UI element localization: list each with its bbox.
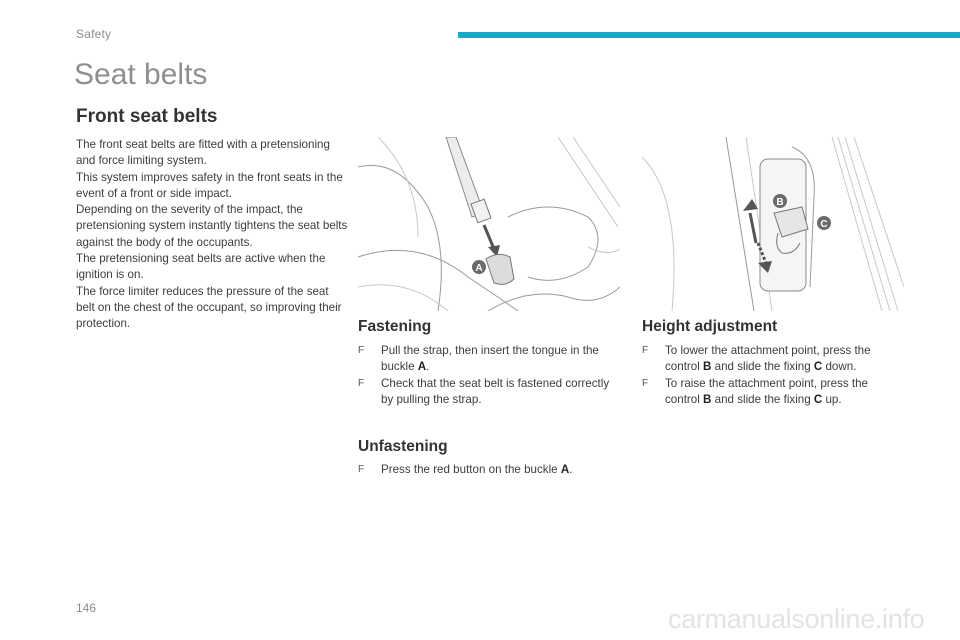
unfastening-heading: Unfastening	[358, 438, 448, 455]
step-key: C	[813, 392, 823, 406]
watermark: carmanualsonline.info	[668, 604, 925, 634]
step-text: Check that the seat belt is fastened correctly by pulling the strap.	[381, 376, 610, 406]
fastening-steps	[358, 343, 620, 408]
step-text-mid: and slide the fixing	[711, 392, 814, 406]
step-text: Pull the strap, then insert the tongue in the buckle	[381, 344, 599, 374]
step-text-end: down.	[822, 360, 857, 374]
list-item	[358, 376, 620, 409]
buckle-illustration	[358, 137, 620, 311]
intro-paragraph: The pretensioning seat belts are active when the ignition is on.	[76, 252, 326, 282]
page-title: Seat belts	[74, 58, 208, 91]
marker-a: A	[475, 263, 483, 274]
height-adjustment-heading: Height adjustment	[642, 318, 778, 335]
bullet-icon: F	[642, 345, 649, 356]
step-text-end: .	[569, 463, 573, 476]
list-item	[642, 376, 904, 409]
bullet-icon: F	[642, 377, 649, 389]
list-item	[358, 462, 620, 478]
page-number: 146	[76, 601, 97, 615]
fastening-heading: Fastening	[358, 318, 432, 335]
bullet-icon: F	[358, 377, 365, 389]
subtitle: Front seat belts	[76, 106, 218, 127]
marker-b: B	[776, 197, 784, 208]
intro-paragraph: The force limiter reduces the pressure of the seat belt on the chest of the occupant, so improving their protection.	[76, 284, 342, 331]
section-label: Safety	[76, 27, 112, 41]
bullet-icon: F	[358, 464, 365, 475]
step-text-mid: and slide the fixing	[711, 360, 814, 374]
step-key: B	[703, 360, 712, 374]
list-item	[642, 343, 904, 376]
marker-c: C	[820, 219, 828, 230]
step-key: B	[703, 392, 712, 406]
list-item	[358, 343, 620, 376]
step-key: C	[813, 360, 823, 374]
height-adjustment-illustration	[642, 137, 904, 311]
intro-paragraph: This system improves safety in the front seats in the event of a front or side impact.	[76, 170, 343, 200]
step-text: Press the red button on the buckle	[381, 463, 561, 476]
step-key: A	[560, 463, 570, 476]
intro-paragraph: Depending on the severity of the impact, the pretensioning system instantly tightens the seat belts against the body of the occupants.	[76, 203, 348, 249]
bullet-icon: F	[358, 345, 365, 356]
intro-text	[76, 137, 348, 333]
unfastening-steps	[358, 462, 620, 478]
step-text-end: .	[426, 360, 430, 374]
step-key: A	[417, 360, 427, 374]
step-text: To raise the attachment point, press the control	[665, 376, 869, 406]
height-adjustment-steps	[642, 343, 904, 408]
section-accent-bar	[458, 32, 960, 38]
step-text: To lower the attachment point, press the control	[665, 344, 871, 374]
step-text-end: up.	[822, 392, 842, 406]
intro-paragraph: The front seat belts are fitted with a pretensioning and force limiting system.	[76, 138, 330, 168]
